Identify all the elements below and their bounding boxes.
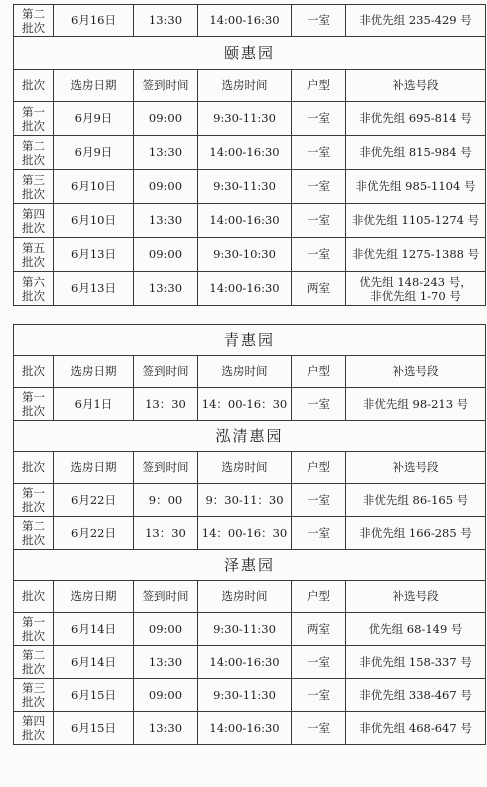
time-cell: 14:00-16:30 [198, 646, 292, 679]
table-row [14, 646, 486, 679]
date-cell: 6月9日 [54, 136, 134, 170]
sign-in-cell: 09:00 [134, 679, 198, 712]
column-header: 批次 [14, 70, 54, 102]
numbers-cell: 非优先组 86-165 号 [346, 484, 486, 517]
sign-in-cell: 09:00 [134, 102, 198, 136]
sign-in-cell: 13：30 [134, 388, 198, 421]
numbers-cell: 优先组 148-243 号， 非优先组 1-70 号 [346, 272, 486, 306]
sign-in-cell: 13：30 [134, 517, 198, 550]
unit-cell: 一室 [292, 712, 346, 745]
date-cell: 6月15日 [54, 679, 134, 712]
section-title-row [14, 37, 486, 70]
numbers-cell: 非优先组 158-337 号 [346, 646, 486, 679]
sign-in-cell: 09:00 [134, 170, 198, 204]
time-cell: 14:00-16:30 [198, 272, 292, 306]
time-cell: 9:30-11:30 [198, 613, 292, 646]
sign-in-cell: 13:30 [134, 5, 198, 37]
table-row [14, 136, 486, 170]
column-header: 选房日期 [54, 356, 134, 388]
unit-cell: 一室 [292, 679, 346, 712]
column-header: 批次 [14, 581, 54, 613]
column-header: 签到时间 [134, 581, 198, 613]
numbers-cell: 优先组 68-149 号 [346, 613, 486, 646]
column-header: 补选号段 [346, 356, 486, 388]
numbers-cell: 非优先组 815-984 号 [346, 136, 486, 170]
date-cell: 6月22日 [54, 517, 134, 550]
time-cell: 9:30-11:30 [198, 679, 292, 712]
column-header: 户型 [292, 356, 346, 388]
time-cell: 9:30-11:30 [198, 102, 292, 136]
batch-cell: 第一 批次 [14, 388, 54, 421]
column-header: 签到时间 [134, 452, 198, 484]
batch-cell: 第一 批次 [14, 484, 54, 517]
table-row [14, 613, 486, 646]
section-title-row [14, 421, 486, 452]
batch-cell: 第六 批次 [14, 272, 54, 306]
column-header: 户型 [292, 581, 346, 613]
unit-cell: 一室 [292, 5, 346, 37]
unit-cell: 一室 [292, 646, 346, 679]
sign-in-cell: 13:30 [134, 646, 198, 679]
column-header: 签到时间 [134, 356, 198, 388]
table-row [14, 102, 486, 136]
section-title-row [14, 325, 486, 356]
numbers-cell: 非优先组 695-814 号 [346, 102, 486, 136]
unit-cell: 一室 [292, 204, 346, 238]
section-title: 泓清惠园 [14, 421, 486, 452]
time-cell: 14:00-16:30 [198, 136, 292, 170]
header-row [14, 356, 486, 388]
column-header: 批次 [14, 452, 54, 484]
table-row [14, 388, 486, 421]
date-cell: 6月14日 [54, 646, 134, 679]
unit-cell: 一室 [292, 238, 346, 272]
table-row [14, 204, 486, 238]
date-cell: 6月13日 [54, 272, 134, 306]
column-header: 选房时间 [198, 356, 292, 388]
time-cell: 9:30-11:30 [198, 170, 292, 204]
date-cell: 6月14日 [54, 613, 134, 646]
time-cell: 14:00-16:30 [198, 712, 292, 745]
header-row [14, 581, 486, 613]
table-row [14, 170, 486, 204]
time-cell: 14:00-16:30 [198, 204, 292, 238]
column-header: 补选号段 [346, 70, 486, 102]
sign-in-cell: 13:30 [134, 712, 198, 745]
time-cell: 14:00-16:30 [198, 5, 292, 37]
date-cell: 6月22日 [54, 484, 134, 517]
batch-cell: 第一 批次 [14, 102, 54, 136]
numbers-cell: 非优先组 1275-1388 号 [346, 238, 486, 272]
unit-cell: 一室 [292, 517, 346, 550]
unit-cell: 一室 [292, 484, 346, 517]
sign-in-cell: 13:30 [134, 204, 198, 238]
column-header: 签到时间 [134, 70, 198, 102]
date-cell: 6月13日 [54, 238, 134, 272]
time-cell: 9：30-11：30 [198, 484, 292, 517]
batch-cell: 第三 批次 [14, 679, 54, 712]
numbers-cell: 非优先组 98-213 号 [346, 388, 486, 421]
batch-cell: 第一 批次 [14, 613, 54, 646]
batch-cell: 第二 批次 [14, 517, 54, 550]
table-row [14, 712, 486, 745]
sign-in-cell: 09:00 [134, 613, 198, 646]
unit-cell: 两室 [292, 613, 346, 646]
numbers-cell: 非优先组 235-429 号 [346, 5, 486, 37]
table-row [14, 679, 486, 712]
column-header: 选房日期 [54, 452, 134, 484]
unit-cell: 两室 [292, 272, 346, 306]
unit-cell: 一室 [292, 388, 346, 421]
date-cell: 6月10日 [54, 204, 134, 238]
column-header: 选房时间 [198, 581, 292, 613]
column-header: 选房时间 [198, 70, 292, 102]
table-row [14, 238, 486, 272]
top-schedule-table [13, 4, 486, 306]
column-header: 选房日期 [54, 581, 134, 613]
column-header: 批次 [14, 356, 54, 388]
batch-cell: 第三 批次 [14, 170, 54, 204]
time-cell: 14：00-16：30 [198, 517, 292, 550]
table-row [14, 272, 486, 306]
column-header: 选房日期 [54, 70, 134, 102]
numbers-cell: 非优先组 166-285 号 [346, 517, 486, 550]
unit-cell: 一室 [292, 136, 346, 170]
numbers-cell: 非优先组 338-467 号 [346, 679, 486, 712]
numbers-cell: 非优先组 468-647 号 [346, 712, 486, 745]
sign-in-cell: 13:30 [134, 136, 198, 170]
bottom-schedule-table [13, 324, 486, 745]
sign-in-cell: 9：00 [134, 484, 198, 517]
date-cell: 6月10日 [54, 170, 134, 204]
header-row [14, 70, 486, 102]
header-row [14, 452, 486, 484]
numbers-cell: 非优先组 1105-1274 号 [346, 204, 486, 238]
batch-cell: 第五 批次 [14, 238, 54, 272]
table-row [14, 484, 486, 517]
column-header: 补选号段 [346, 581, 486, 613]
table-row [14, 517, 486, 550]
batch-cell: 第二 批次 [14, 5, 54, 37]
batch-cell: 第二 批次 [14, 646, 54, 679]
section-title-row [14, 550, 486, 581]
date-cell: 6月1日 [54, 388, 134, 421]
unit-cell: 一室 [292, 170, 346, 204]
date-cell: 6月9日 [54, 102, 134, 136]
section-title: 青惠园 [14, 325, 486, 356]
column-header: 户型 [292, 452, 346, 484]
column-header: 选房时间 [198, 452, 292, 484]
section-title: 颐惠园 [14, 37, 486, 70]
section-title: 泽惠园 [14, 550, 486, 581]
batch-cell: 第二 批次 [14, 136, 54, 170]
sign-in-cell: 09:00 [134, 238, 198, 272]
table-row [14, 5, 486, 37]
batch-cell: 第四 批次 [14, 204, 54, 238]
numbers-cell: 非优先组 985-1104 号 [346, 170, 486, 204]
unit-cell: 一室 [292, 102, 346, 136]
column-header: 户型 [292, 70, 346, 102]
time-cell: 9:30-10:30 [198, 238, 292, 272]
sign-in-cell: 13:30 [134, 272, 198, 306]
batch-cell: 第四 批次 [14, 712, 54, 745]
time-cell: 14：00-16：30 [198, 388, 292, 421]
date-cell: 6月16日 [54, 5, 134, 37]
date-cell: 6月15日 [54, 712, 134, 745]
column-header: 补选号段 [346, 452, 486, 484]
